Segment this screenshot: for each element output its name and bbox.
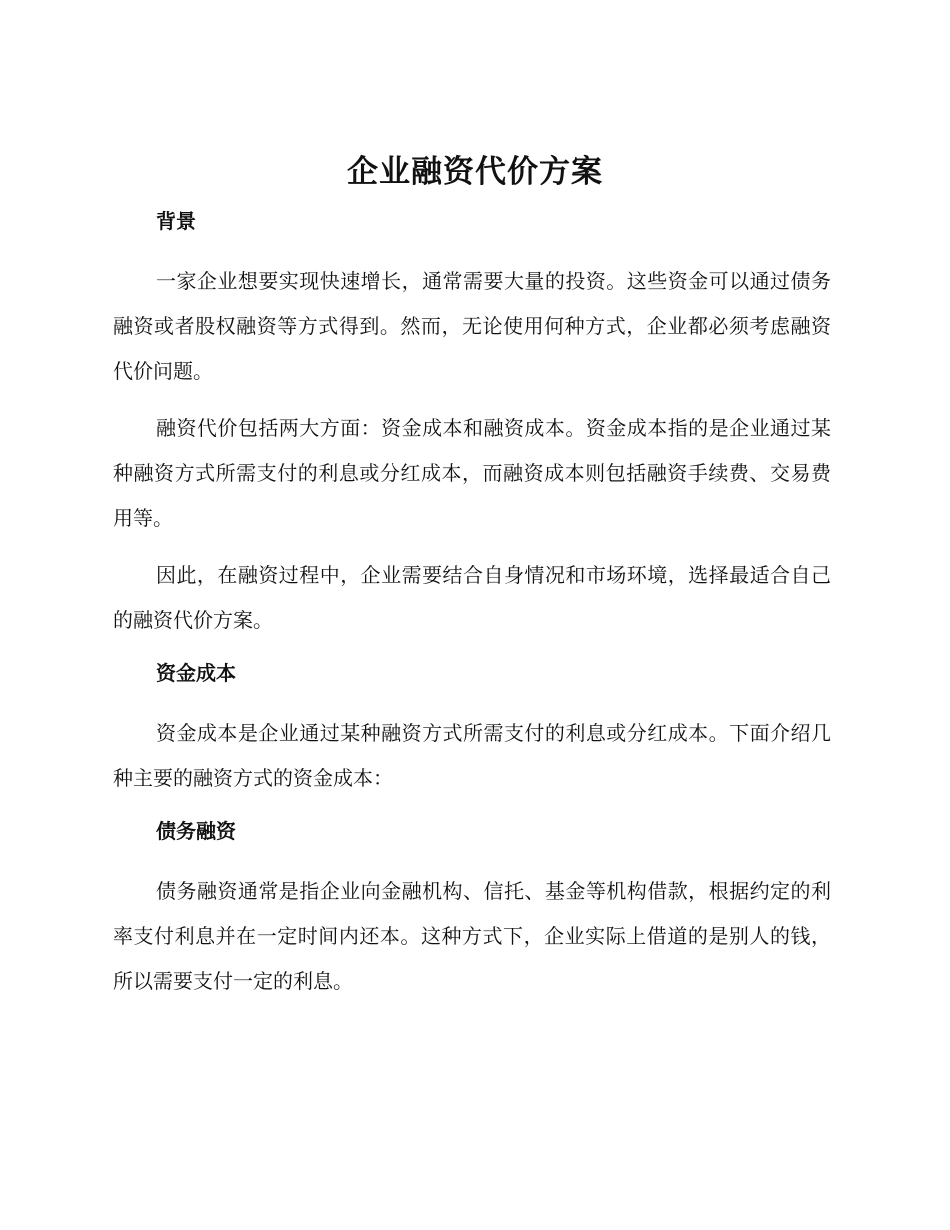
- background-paragraph-3: 因此，在融资过程中，企业需要结合自身情况和市场环境，选择最适合自己的融资代价方案。: [113, 563, 831, 632]
- section-heading-debt-financing: 债务融资: [156, 819, 236, 843]
- background-paragraph-2: 融资代价包括两大方面：资金成本和融资成本。资金成本指的是企业通过某种融资方式所需支付的利息或分红成本，而融资成本则包括融资手续费、交易费用等。: [113, 416, 831, 530]
- debt-financing-paragraph-1: 债务融资通常是指企业向金融机构、信托、基金等机构借款，根据约定的利率支付利息并在一定时间内还本。这种方式下，企业实际上借道的是别人的钱，所以需要支付一定的利息。: [113, 879, 831, 993]
- document-title: 企业融资代价方案: [347, 154, 603, 190]
- background-paragraph-1: 一家企业想要实现快速增长，通常需要大量的投资。这些资金可以通过债务融资或者股权融资等方式得到。然而，无论使用何种方式，企业都必须考虑融资代价问题。: [113, 269, 831, 383]
- section-heading-capital-cost: 资金成本: [156, 661, 236, 685]
- document-body: [113, 203, 831, 1004]
- capital-cost-paragraph-1: 资金成本是企业通过某种融资方式所需支付的利息或分红成本。下面介绍几种主要的融资方式的资金成本：: [113, 721, 831, 790]
- section-heading-background: 背景: [156, 209, 196, 233]
